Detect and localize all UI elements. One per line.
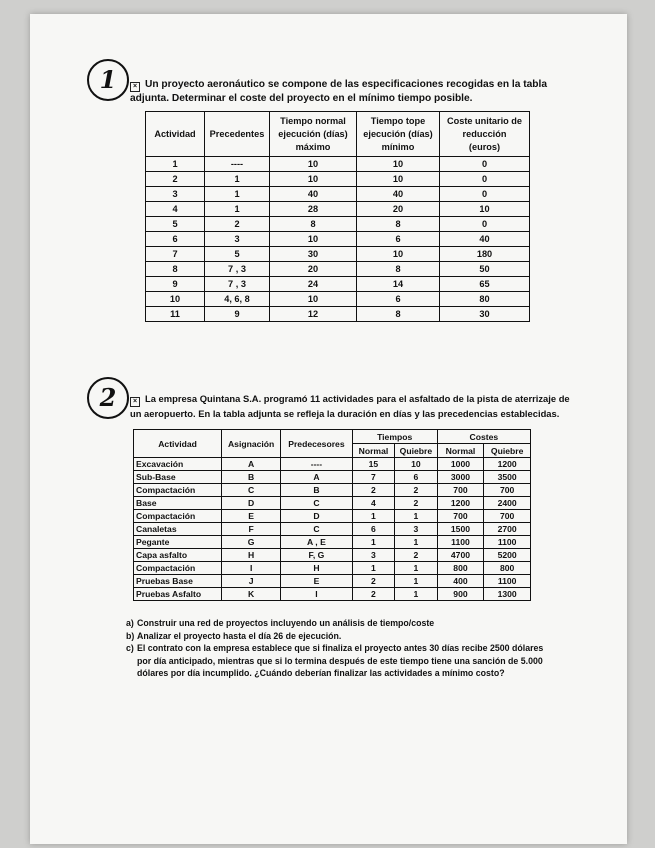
table-cell: 1500 bbox=[437, 523, 484, 536]
header-line: mínimo bbox=[381, 141, 415, 152]
table-cell: Excavación bbox=[134, 458, 222, 471]
document-page bbox=[30, 14, 627, 844]
table-cell: H bbox=[281, 562, 353, 575]
table-cell: 3000 bbox=[437, 471, 484, 484]
table-row bbox=[146, 292, 530, 307]
table-cell: 2 bbox=[352, 484, 394, 497]
header-actividad-2: Actividad bbox=[134, 430, 222, 458]
table-cell: 1 bbox=[395, 536, 437, 549]
table-cell: B bbox=[222, 471, 281, 484]
table-cell: 2 bbox=[352, 575, 394, 588]
table-row bbox=[134, 510, 531, 523]
table-row bbox=[146, 202, 530, 217]
table-cell: 1100 bbox=[484, 536, 531, 549]
table-cell: 800 bbox=[484, 562, 531, 575]
table-cell: 7 , 3 bbox=[205, 262, 270, 277]
checkbox-icon: × bbox=[130, 397, 140, 407]
table-cell: 1 bbox=[352, 536, 394, 549]
table-cell: Pegante bbox=[134, 536, 222, 549]
table-cell: 10 bbox=[395, 458, 437, 471]
table-cell: 1300 bbox=[484, 588, 531, 601]
problem-1-number: 1 bbox=[87, 59, 129, 101]
header-line: (euros) bbox=[468, 141, 501, 152]
table-cell: 10 bbox=[146, 292, 205, 307]
table-cell: 2 bbox=[395, 497, 437, 510]
table-cell: 9 bbox=[146, 277, 205, 292]
table-cell: A bbox=[281, 471, 353, 484]
table-cell: J bbox=[222, 575, 281, 588]
table-cell: 4 bbox=[146, 202, 205, 217]
header-precedentes: Precedentes bbox=[205, 112, 270, 157]
header-line: Tiempo tope bbox=[370, 115, 426, 126]
table-cell: I bbox=[281, 588, 353, 601]
table-cell: I bbox=[222, 562, 281, 575]
table-cell: 4 bbox=[352, 497, 394, 510]
question-item bbox=[126, 642, 546, 680]
table-row bbox=[134, 536, 531, 549]
table-cell: ---- bbox=[281, 458, 353, 471]
problem-1-statement bbox=[130, 78, 560, 106]
table-cell: 12 bbox=[270, 307, 357, 322]
table-cell: A , E bbox=[281, 536, 353, 549]
question-text: Construir una red de proyectos incluyendo un análisis de tiempo/coste bbox=[137, 618, 435, 628]
table-cell: 700 bbox=[437, 510, 484, 523]
question-label: c) bbox=[126, 643, 134, 653]
table-cell: 10 bbox=[270, 157, 357, 172]
table-cell: 6 bbox=[146, 232, 205, 247]
table-cell: 8 bbox=[357, 217, 440, 232]
table-cell: 1 bbox=[205, 202, 270, 217]
table-cell: 7 bbox=[352, 471, 394, 484]
table-cell: 28 bbox=[270, 202, 357, 217]
table-cell: 7 bbox=[146, 247, 205, 262]
table-cell: 3 bbox=[395, 523, 437, 536]
problem-2-number: 2 bbox=[87, 377, 129, 419]
table-cell: 8 bbox=[270, 217, 357, 232]
question-item bbox=[126, 617, 546, 630]
table-cell: 40 bbox=[357, 187, 440, 202]
table-cell: 900 bbox=[437, 588, 484, 601]
table-row bbox=[146, 217, 530, 232]
header-predecesores: Predecesores bbox=[281, 430, 353, 458]
table-cell: 10 bbox=[357, 157, 440, 172]
table-cell: 20 bbox=[270, 262, 357, 277]
table-cell: 40 bbox=[440, 232, 530, 247]
table-cell: 0 bbox=[440, 217, 530, 232]
table-cell: ---- bbox=[205, 157, 270, 172]
problem-1-text: Un proyecto aeronáutico se compone de las especificaciones recogidas en la tabla adjunta. Determinar el coste del proyecto en el mínimo tiempo posible. bbox=[130, 79, 547, 104]
table-cell: D bbox=[222, 497, 281, 510]
table-cell: 30 bbox=[440, 307, 530, 322]
table-cell: 2 bbox=[352, 588, 394, 601]
table-cell: 5 bbox=[205, 247, 270, 262]
table-cell: E bbox=[222, 510, 281, 523]
table-cell: 8 bbox=[357, 262, 440, 277]
table-cell: Pruebas Base bbox=[134, 575, 222, 588]
table-cell: 1 bbox=[395, 562, 437, 575]
table-cell: Compactación bbox=[134, 510, 222, 523]
table-cell: 10 bbox=[440, 202, 530, 217]
table-cell: 1200 bbox=[484, 458, 531, 471]
table-cell: 1 bbox=[352, 562, 394, 575]
table-row bbox=[146, 187, 530, 202]
table-cell: Canaletas bbox=[134, 523, 222, 536]
table-cell: 700 bbox=[484, 484, 531, 497]
table-cell: 8 bbox=[357, 307, 440, 322]
table-cell: 1 bbox=[205, 187, 270, 202]
table-cell: 80 bbox=[440, 292, 530, 307]
table-cell: 10 bbox=[270, 172, 357, 187]
table-cell: D bbox=[281, 510, 353, 523]
table-cell: 400 bbox=[437, 575, 484, 588]
table-row bbox=[134, 523, 531, 536]
table-row bbox=[134, 588, 531, 601]
table-cell: Pruebas Asfalto bbox=[134, 588, 222, 601]
table-cell: 180 bbox=[440, 247, 530, 262]
table-cell: 2700 bbox=[484, 523, 531, 536]
table-cell: 3 bbox=[205, 232, 270, 247]
header-tiempo-normal bbox=[270, 112, 357, 157]
header-line: ejecución (días) bbox=[363, 128, 433, 139]
table-cell: 9 bbox=[205, 307, 270, 322]
table-cell: 10 bbox=[270, 292, 357, 307]
table-cell: C bbox=[281, 497, 353, 510]
table-cell: 6 bbox=[395, 471, 437, 484]
header-tiempo-quiebre: Quiebre bbox=[395, 444, 437, 458]
table-row bbox=[146, 262, 530, 277]
header-line: ejecución (días) bbox=[278, 128, 348, 139]
table-cell: 1200 bbox=[437, 497, 484, 510]
table-row bbox=[146, 157, 530, 172]
table-cell: 65 bbox=[440, 277, 530, 292]
table-cell: 6 bbox=[357, 292, 440, 307]
table-cell: 2 bbox=[395, 484, 437, 497]
table-cell: Compactación bbox=[134, 484, 222, 497]
questions-list bbox=[126, 617, 546, 680]
checkbox-icon: × bbox=[130, 82, 140, 92]
table-cell: A bbox=[222, 458, 281, 471]
table-cell: 6 bbox=[352, 523, 394, 536]
header-tiempo-tope bbox=[357, 112, 440, 157]
table-cell: 1 bbox=[352, 510, 394, 523]
table-cell: 14 bbox=[357, 277, 440, 292]
table-cell: 0 bbox=[440, 187, 530, 202]
table-cell: E bbox=[281, 575, 353, 588]
header-costes: Costes bbox=[437, 430, 530, 444]
table-cell: B bbox=[281, 484, 353, 497]
table-cell: 20 bbox=[357, 202, 440, 217]
table-row bbox=[134, 484, 531, 497]
table-cell: 2400 bbox=[484, 497, 531, 510]
table-cell: Base bbox=[134, 497, 222, 510]
table-cell: 1 bbox=[146, 157, 205, 172]
table-cell: 11 bbox=[146, 307, 205, 322]
table-row bbox=[134, 471, 531, 484]
table-cell: 4, 6, 8 bbox=[205, 292, 270, 307]
table-row bbox=[146, 247, 530, 262]
question-text: El contrato con la empresa establece que si finaliza el proyecto antes 30 días recibe 2500 dólares por día anticipado, mientras que si lo termina después de este tiempo tiene una sanción de 5.000 dólares por día incumplido. ¿Cuándo deberían finalizar las actividades a mínimo costo? bbox=[137, 643, 544, 678]
question-label: a) bbox=[126, 618, 134, 628]
table-row bbox=[134, 497, 531, 510]
header-tiempo-normal-2: Normal bbox=[352, 444, 394, 458]
header-coste-quiebre: Quiebre bbox=[484, 444, 531, 458]
table-cell: K bbox=[222, 588, 281, 601]
table-cell: 15 bbox=[352, 458, 394, 471]
table-cell: 1000 bbox=[437, 458, 484, 471]
header-line: Coste unitario de bbox=[446, 115, 523, 126]
table-cell: 4700 bbox=[437, 549, 484, 562]
header-coste-normal: Normal bbox=[437, 444, 484, 458]
header-line: reducción bbox=[462, 128, 507, 139]
header-line: máximo bbox=[295, 141, 331, 152]
table-cell: 1 bbox=[395, 575, 437, 588]
problem-2-text: La empresa Quintana S.A. programó 11 actividades para el asfaltado de la pista de aterrizaje de un aeropuerto. En la tabla adjunta se refleja la duración en días y las precedencias establecidas. bbox=[130, 393, 570, 419]
table-cell: H bbox=[222, 549, 281, 562]
table-row bbox=[134, 562, 531, 575]
table-cell: 1100 bbox=[437, 536, 484, 549]
table-row bbox=[146, 172, 530, 187]
table-cell: 3 bbox=[352, 549, 394, 562]
table-cell: 700 bbox=[437, 484, 484, 497]
table-row bbox=[134, 458, 531, 471]
activities-table-2 bbox=[133, 429, 531, 601]
table-row bbox=[134, 575, 531, 588]
table-cell: 1 bbox=[205, 172, 270, 187]
table-cell: 10 bbox=[357, 247, 440, 262]
table-cell: 800 bbox=[437, 562, 484, 575]
table-cell: 7 , 3 bbox=[205, 277, 270, 292]
activities-table-1 bbox=[145, 111, 530, 322]
header-line: Tiempo normal bbox=[280, 115, 346, 126]
table-cell: 6 bbox=[357, 232, 440, 247]
table-cell: 2 bbox=[395, 549, 437, 562]
table-cell: 0 bbox=[440, 172, 530, 187]
table-cell: 50 bbox=[440, 262, 530, 277]
table-cell: 0 bbox=[440, 157, 530, 172]
table-row bbox=[146, 232, 530, 247]
table-cell: 8 bbox=[146, 262, 205, 277]
table-cell: Sub-Base bbox=[134, 471, 222, 484]
question-label: b) bbox=[126, 630, 135, 641]
table-cell: 1 bbox=[395, 510, 437, 523]
table-cell: 10 bbox=[357, 172, 440, 187]
table-cell: Compactación bbox=[134, 562, 222, 575]
table-cell: 30 bbox=[270, 247, 357, 262]
table-cell: 40 bbox=[270, 187, 357, 202]
table-cell: F, G bbox=[281, 549, 353, 562]
table-cell: 2 bbox=[205, 217, 270, 232]
table-cell: 24 bbox=[270, 277, 357, 292]
table-cell: 5200 bbox=[484, 549, 531, 562]
table-row bbox=[146, 277, 530, 292]
table-cell: C bbox=[222, 484, 281, 497]
table-cell: C bbox=[281, 523, 353, 536]
table-cell: 700 bbox=[484, 510, 531, 523]
table-cell: 10 bbox=[270, 232, 357, 247]
header-tiempos: Tiempos bbox=[352, 430, 437, 444]
question-text: Analizar el proyecto hasta el día 26 de ejecución. bbox=[137, 630, 342, 641]
header-asignacion: Asignación bbox=[222, 430, 281, 458]
header-coste bbox=[440, 112, 530, 157]
table-cell: 1 bbox=[395, 588, 437, 601]
table-cell: 5 bbox=[146, 217, 205, 232]
table-row bbox=[134, 549, 531, 562]
problem-2-statement bbox=[130, 392, 570, 420]
table-cell: 1100 bbox=[484, 575, 531, 588]
table-cell: Capa asfalto bbox=[134, 549, 222, 562]
header-actividad: Actividad bbox=[146, 112, 205, 157]
table-cell: 3 bbox=[146, 187, 205, 202]
table-row bbox=[146, 307, 530, 322]
table-cell: 3500 bbox=[484, 471, 531, 484]
question-item bbox=[126, 630, 546, 643]
table-cell: 2 bbox=[146, 172, 205, 187]
table-cell: G bbox=[222, 536, 281, 549]
table-cell: F bbox=[222, 523, 281, 536]
